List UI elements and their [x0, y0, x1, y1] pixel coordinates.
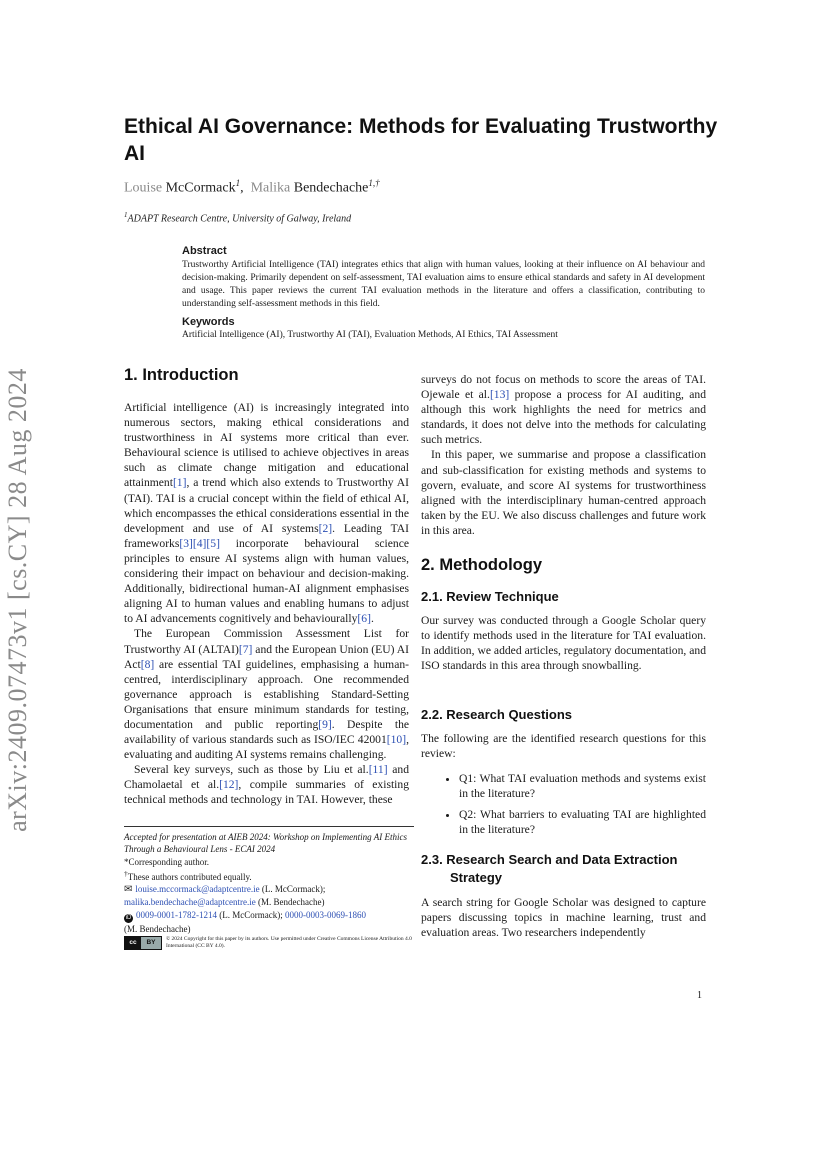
license-row: [124, 936, 414, 950]
author-2-first: Malika: [250, 180, 291, 196]
list-item: • Q1: What TAI evaluation methods and systems exist in the literature?: [459, 771, 706, 801]
email-link-1[interactable]: louise.mccormack@adaptcentre.ie: [135, 884, 260, 895]
citation-link[interactable]: [7]: [238, 642, 253, 656]
review-section: [421, 613, 706, 673]
footnotes: [124, 826, 414, 950]
orcid-link-2[interactable]: 0000-0003-0069-1860: [284, 909, 366, 920]
author-2-affil-mark: 1,†: [368, 178, 380, 188]
citation-link[interactable]: [1]: [172, 476, 187, 490]
orcid-icon: iD: [125, 914, 132, 921]
paper-title: Ethical AI Governance: Methods for Evaluating Trustworthy AI: [124, 115, 718, 165]
intro-paragraph-2: The European Commission Assessment List for Trustworthy AI (ALTAI)[7] and the European Union (EU) AI Act[8] are essential TAI guidelines, emphasising a human-centred, interdisciplinary approach. One recommended governance approach is establishing Standard-Setting Organisations that ensure minimum standards for testing, documentation and public reporting[9]. Despite the availability of various standards such as ISO/IEC 42001[10], evaluating and auditing AI systems remains challenging.: [124, 627, 410, 762]
section-heading-introduction: 1. Introduction: [124, 366, 239, 384]
corresponding-note: *Corresponding author.: [124, 856, 209, 867]
citation-link[interactable]: [13]: [489, 388, 510, 402]
cc-by-badge[interactable]: cc BY: [124, 936, 162, 950]
subsection-heading-rq: 2.2. Research Questions: [421, 707, 573, 722]
equal-contribution-note: †These authors contributed equally.: [124, 868, 252, 882]
affiliation-mark: 1: [124, 211, 128, 219]
citation-link[interactable]: [10]: [386, 733, 407, 747]
author-2-last: Bendechache: [293, 180, 369, 196]
citation-link[interactable]: [3][4][5]: [179, 536, 220, 550]
intro-paragraph-1: Artificial intelligence (AI) is increasingly integrated into numerous sectors, making ethical considerations and trustworthiness in AI systems more critical than ever. Behavioural science is utilised to achieve objectives in areas such as climate change mitigation and educational attainment[1], a trend which also extends to Trustworthy AI (TAI). TAI is a crucial concept within the field of ethical AI, which encompasses the ethical considerations essential in the development and use of AI systems[2]. Leading TAI frameworks[3][4][5] incorporate behavioural science principles to ensure AI systems align with human values, considering their impact on behaviour and decision-making. Additionally, bidirectional human-AI alignment emphasises aligning AI to human values and enabling humans to adjust to AI advancements cognitively and behaviourally[6].: [124, 401, 410, 626]
search-heading-line-2: Strategy: [450, 870, 503, 885]
subsection-heading-review: 2.1. Review Technique: [421, 589, 559, 604]
keywords-text: Artificial Intelligence (AI), Trustworthy AI (TAI), Evaluation Methods, AI Ethics, TAI Assessment: [182, 330, 558, 340]
citation-link[interactable]: [8]: [140, 657, 155, 671]
citation-link[interactable]: [12]: [219, 778, 239, 792]
abstract-heading: Abstract: [182, 245, 227, 257]
orcid-line-2: (M. Bendechache): [124, 923, 191, 934]
rq-section: [421, 731, 706, 844]
review-text: Our survey was conducted through a Google Scholar query to identify methods used in the literature for TAI evaluation. In addition, we added articles, regulatory documentation, and ISO standards in this area through snowballing.: [421, 614, 706, 673]
citation-link[interactable]: [6]: [357, 612, 371, 626]
left-column: [124, 400, 409, 808]
copyright-text: © 2024 Copyright for this paper by its authors. Use permitted under Creative Commons License Attribution 4.0 International (CC BY 4.0).: [166, 936, 412, 950]
author-1-first: Louise: [124, 180, 163, 196]
affiliation-text: ADAPT Research Centre, University of Galway, Ireland: [127, 213, 352, 225]
accepted-note: Accepted for presentation at AIEB 2024: Workshop on Implementing AI Ethics Through a Behavioural Lens - ECAI 2024: [124, 832, 407, 855]
list-item: • Q2: What barriers to evaluating TAI are highlighted in the literature?: [459, 807, 706, 837]
author-1-last: McCormack: [165, 180, 236, 196]
intro-paragraph-4: surveys do not focus on methods to score the areas of TAI. Ojewale et al.[13] propose a process for AI auditing, and although this work highlights the need for metrics and standards, it does not delve into the methods for calculating such metrics.: [421, 373, 706, 447]
arxiv-id: arXiv:2409.07473v1 [cs.CY] 28 Aug 2024: [3, 368, 32, 832]
abstract-text: Trustworthy Artificial Intelligence (TAI) integrates ethics that align with human values, looking at their influence on AI behaviour and decision-making. Primarily dependent on self-assessment, TAI evaluation aims to ensure ethical standards and safety in AI development and usage. This paper reviews the current TAI evaluation methods in the literature and offers a classification, contributing to understanding self-assessment methods in this field.: [182, 260, 705, 309]
author-1-affil-mark: 1: [235, 178, 241, 188]
page-number: 1: [697, 990, 702, 1001]
email-line-2: malika.bendechache@adaptcentre.ie (M. Bendechache): [124, 897, 325, 908]
footnote-rule: [124, 826, 414, 827]
subsection-heading-search: [421, 851, 678, 887]
section-heading-methodology: 2. Methodology: [421, 556, 542, 574]
orcid-link-1[interactable]: 0009-0001-1782-1214: [136, 909, 217, 920]
citation-link[interactable]: [11]: [368, 763, 388, 777]
citation-link[interactable]: [9]: [318, 717, 332, 731]
orcid-line: iD 0009-0001-1782-1214 (L. McCormack); 0000-0003-0069-1860: [125, 909, 366, 921]
right-column-top: [421, 372, 706, 538]
search-heading-line-1: 2.3. Research Search and Data Extraction: [421, 852, 678, 867]
author-list: Louise McCormack$^1$, Malika Bendechache$^{1,\dagger}$: [124, 178, 380, 196]
search-text: A search string for Google Scholar was designed to capture papers discussing topics in machine learning, trust and evaluation areas. Two researchers independently: [421, 896, 706, 940]
email-line: ✉ louise.mccormack@adaptcentre.ie (L. McCormack);: [124, 884, 326, 896]
affiliation: [124, 211, 351, 224]
rq-list: [421, 771, 706, 837]
envelope-icon: ✉: [124, 884, 133, 896]
keywords-heading: Keywords: [182, 316, 235, 328]
email-link-2[interactable]: malika.bendechache@adaptcentre.ie: [124, 897, 256, 908]
intro-paragraph-5: In this paper, we summarise and propose a classification and sub-classification for existing methods and systems to govern, evaluate, and score AI systems for trustworthiness aligned with the interdisciplinary human-centred approach taken by the EU. We also discuss challenges and future work in this area.: [421, 448, 706, 537]
search-section: [421, 895, 706, 940]
intro-paragraph-3: Several key surveys, such as those by Liu et al.[11] and Chamolaetal et al.[12], compile summaries of existing technical methods and technology in TAI. However, these: [124, 763, 410, 807]
citation-link[interactable]: [2]: [318, 521, 333, 535]
rq-intro: The following are the identified research questions for this review:: [421, 732, 706, 761]
